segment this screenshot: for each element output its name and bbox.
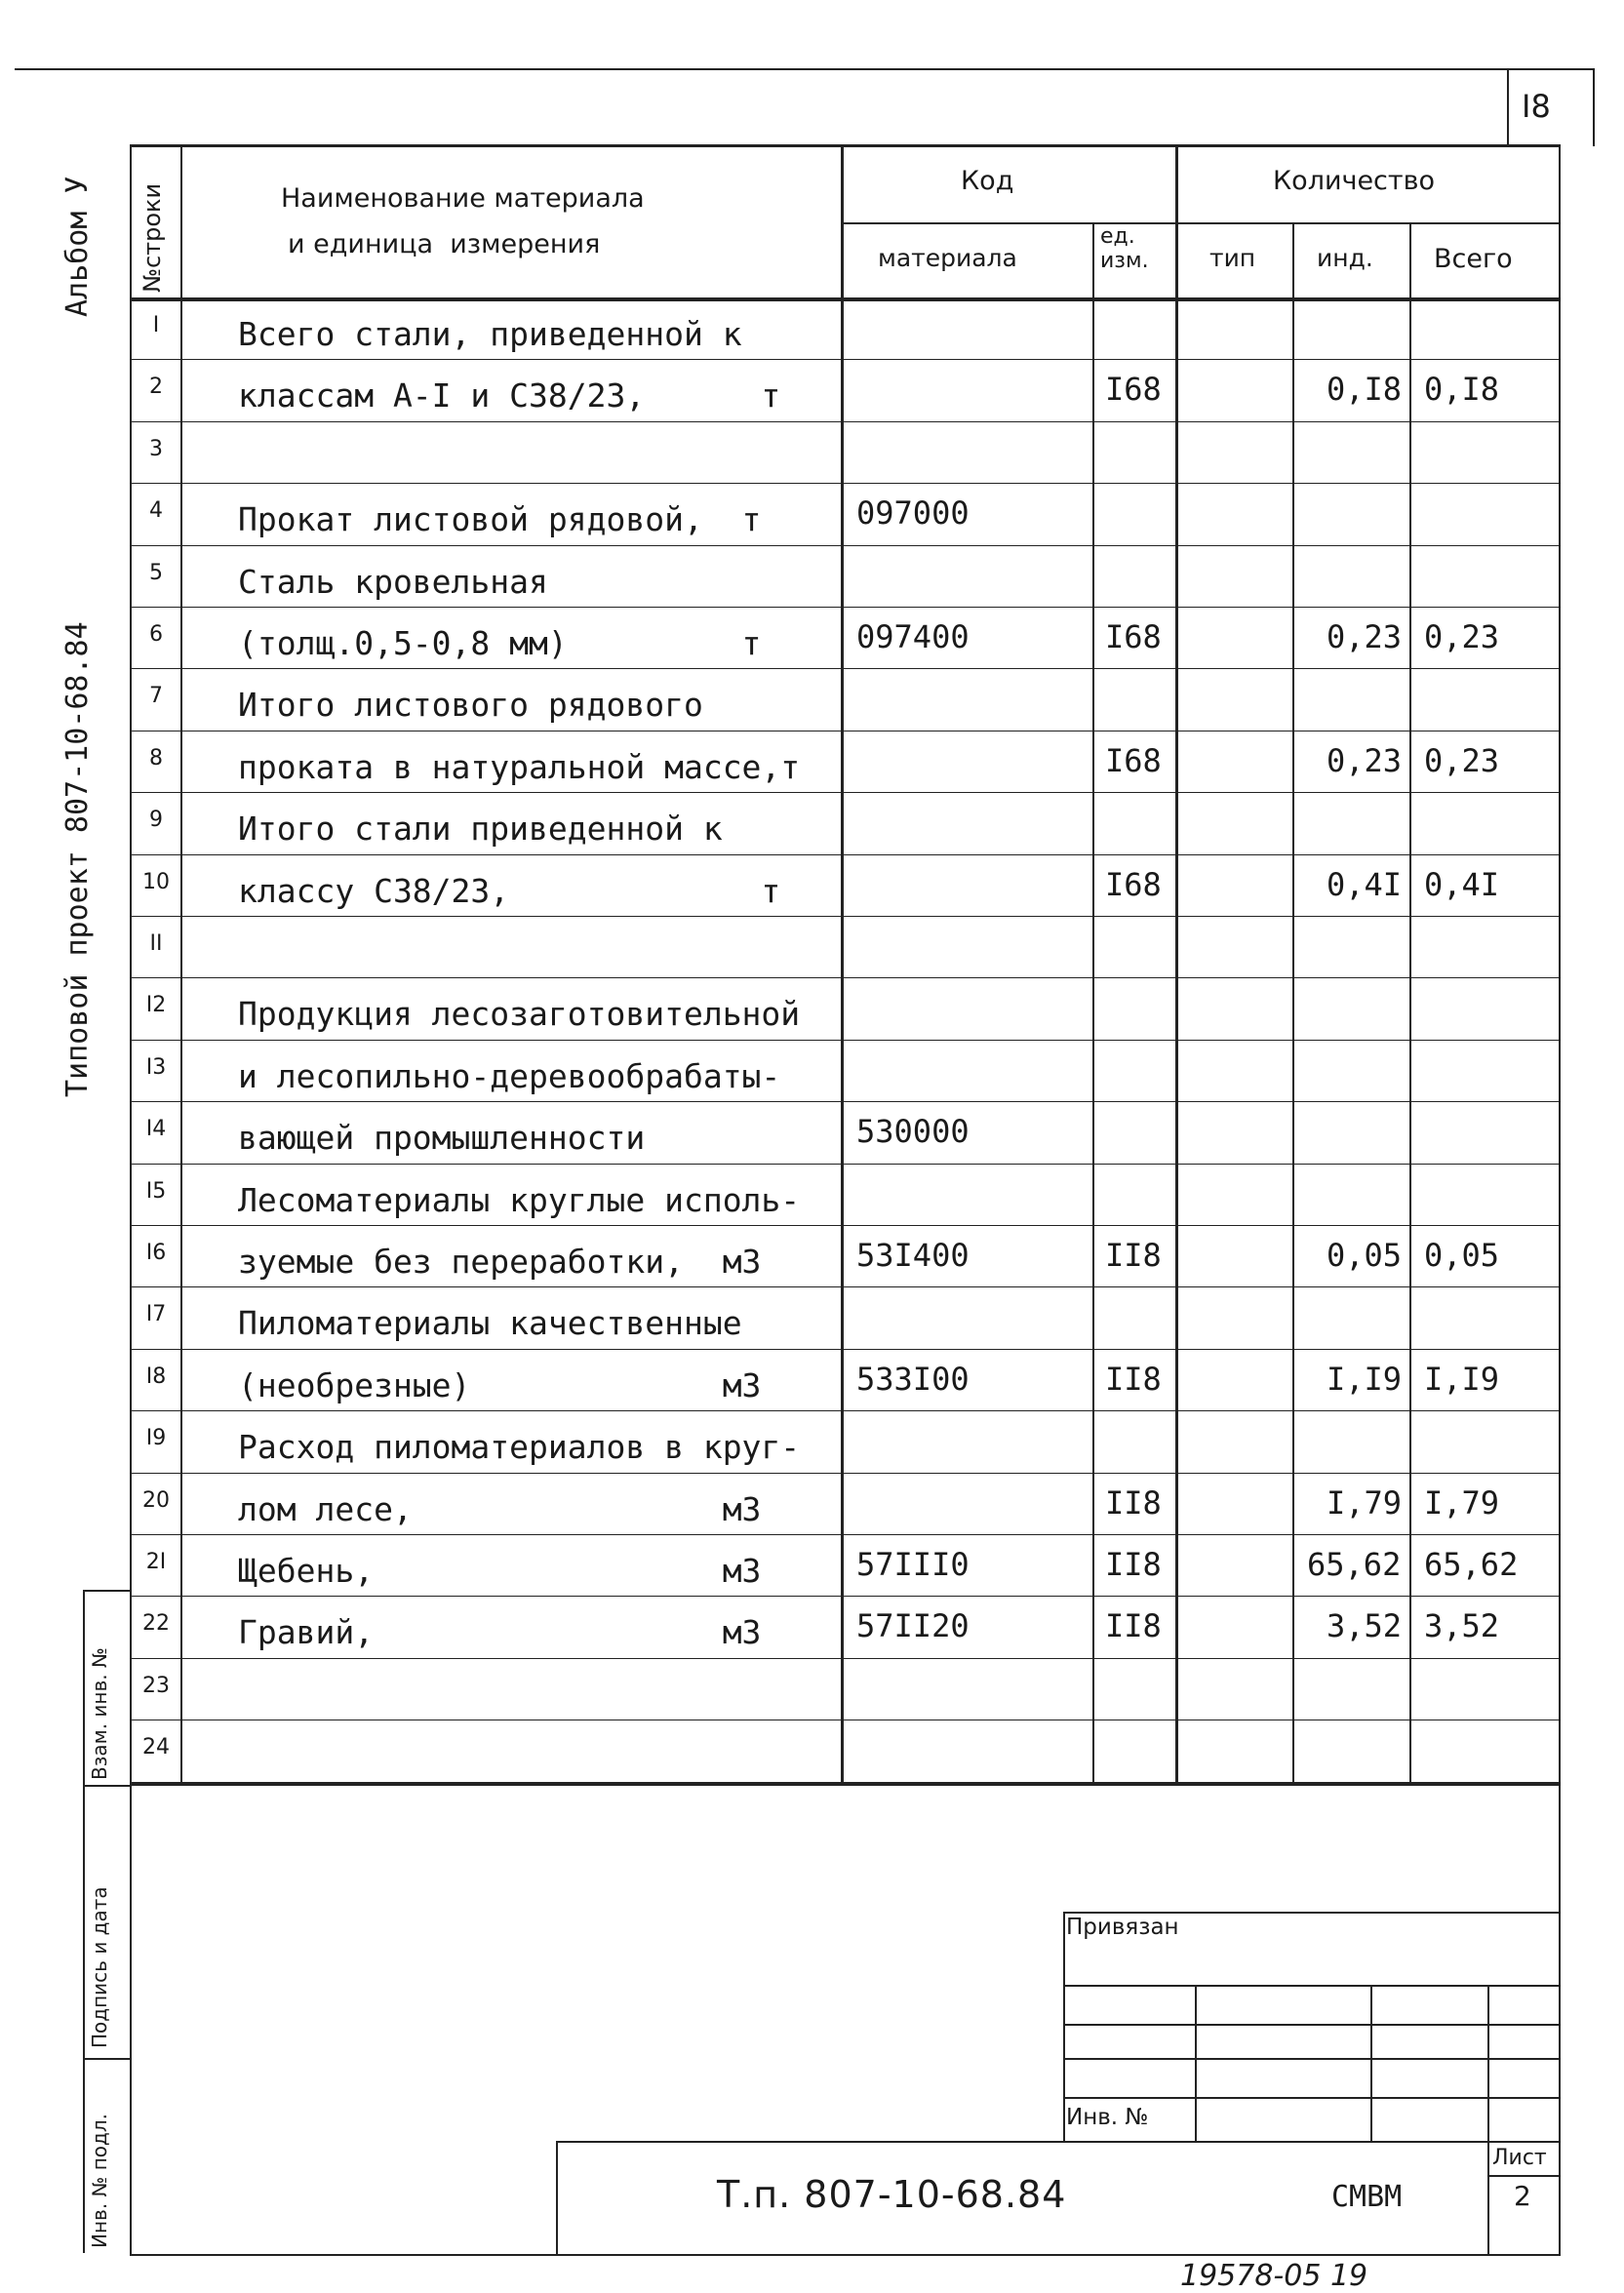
row-unit: I68 [1105, 866, 1162, 903]
row-total: 0,05 [1424, 1237, 1500, 1274]
table-rule [130, 668, 1559, 669]
row-name: Продукция лесозаготовительной [238, 995, 801, 1033]
row-code: 57II20 [856, 1607, 970, 1644]
row-total: I,I9 [1424, 1361, 1500, 1398]
col-header-quantity: Количество [1273, 166, 1436, 196]
row-code: 57III0 [856, 1546, 970, 1583]
col-header-name-line2: и единица измерения [288, 229, 601, 259]
stamp-border [83, 1590, 85, 2253]
sheet-number: I8 [1522, 88, 1551, 125]
table-rule [1175, 144, 1178, 1782]
col-header-code: Код [961, 166, 1014, 196]
row-name: Итого листового рядового [238, 686, 703, 724]
table-rule [130, 1782, 1559, 1786]
row-ind: 3,52 [1327, 1607, 1403, 1644]
row-number: I9 [145, 1426, 167, 1450]
row-name: Расход пиломатериалов в круг- [238, 1428, 801, 1466]
row-name: классам А-I и С38/23, т [238, 376, 781, 415]
table-rule [1292, 222, 1294, 1782]
stamp-border [83, 2058, 132, 2060]
row-number: 6 [149, 622, 163, 647]
table-rule [130, 977, 1559, 978]
title-block-border [1063, 2058, 1561, 2060]
sheet-box-border [1507, 68, 1509, 146]
table-rule [130, 297, 1559, 301]
row-unit: II8 [1105, 1607, 1162, 1644]
table-rule [130, 1164, 1559, 1165]
row-number: 3 [149, 437, 163, 461]
row-number: I3 [145, 1055, 167, 1080]
row-name: (необрезные) м3 [238, 1366, 762, 1404]
col-header-code-material: материала [878, 244, 1017, 272]
title-block-border [1195, 1985, 1197, 2141]
table-rule [1092, 222, 1094, 1782]
table-rule [130, 483, 1559, 484]
row-name: Итого стали приведенной к [238, 810, 723, 848]
row-name: и лесопильно-деревообрабаты- [238, 1057, 781, 1095]
row-total: 0,23 [1424, 618, 1500, 655]
title-block-border [1487, 1985, 1489, 2254]
project-label: Типовой проект 807-10-68.84 [60, 621, 95, 1097]
table-rule [130, 1040, 1559, 1041]
table-rule [130, 1534, 1559, 1535]
row-name: Гравий, м3 [238, 1613, 762, 1651]
row-number: I [152, 313, 160, 337]
table-rule [130, 1101, 1559, 1102]
row-unit: II8 [1105, 1484, 1162, 1522]
title-block-border [1063, 1912, 1561, 1914]
row-code: 533I00 [856, 1361, 970, 1398]
table-rule [1409, 222, 1411, 1782]
table-rule [130, 607, 1559, 608]
row-ind: 0,4I [1327, 866, 1403, 903]
row-ind: 65,62 [1307, 1546, 1402, 1583]
row-number: 8 [149, 746, 163, 771]
row-number: 2I [145, 1550, 167, 1574]
stamp-border [83, 1590, 132, 1592]
row-number: 7 [149, 684, 163, 708]
table-rule [130, 545, 1559, 546]
title-block-border [1063, 1985, 1561, 1987]
sheet-cell-border [1487, 2175, 1561, 2177]
col-header-code-unit: ед. изм. [1100, 224, 1149, 273]
sheet-label: Лист [1492, 2146, 1547, 2170]
row-number: I6 [145, 1241, 167, 1265]
row-number: II [149, 931, 163, 956]
row-unit: II8 [1105, 1237, 1162, 1274]
table-rule [130, 1410, 1559, 1411]
table-rule [130, 421, 1559, 422]
row-name: Щебень, м3 [238, 1552, 762, 1590]
row-number: I7 [145, 1302, 167, 1326]
row-ind: I,I9 [1327, 1361, 1403, 1398]
row-number: I8 [145, 1364, 167, 1389]
row-number: I4 [145, 1117, 167, 1141]
sheet-value: 2 [1514, 2180, 1531, 2212]
table-rule [130, 1286, 1559, 1287]
row-ind: 0,I8 [1327, 371, 1403, 408]
table-rule [130, 144, 1559, 147]
row-number: 5 [149, 561, 163, 585]
col-header-rownum: №строки [139, 182, 166, 293]
row-unit: I68 [1105, 742, 1162, 779]
inv-no-label: Инв. № [1066, 2105, 1149, 2130]
table-rule [130, 916, 1559, 917]
row-number: 24 [142, 1735, 170, 1759]
row-total: I,79 [1424, 1484, 1500, 1522]
row-name: вающей промышленности [238, 1119, 646, 1157]
row-number: 2 [149, 375, 163, 399]
col-header-name-line1: Наименование материала [281, 183, 645, 214]
row-code: 097400 [856, 618, 970, 655]
row-name: (толщ.0,5-0,8 мм) т [238, 624, 762, 662]
title-block-border [1063, 2097, 1561, 2099]
row-code: 097000 [856, 494, 970, 532]
row-number: 20 [142, 1488, 170, 1513]
stamp-border [83, 1785, 132, 1787]
row-number: 4 [149, 498, 163, 523]
row-name: лом лесе, м3 [238, 1490, 762, 1528]
row-number: 22 [142, 1611, 170, 1636]
table-rule [130, 792, 1559, 793]
row-ind: I,79 [1327, 1484, 1403, 1522]
row-name: Всего стали, приведенной к [238, 315, 742, 353]
table-rule [130, 854, 1559, 855]
table-rule [130, 1596, 1559, 1597]
designation: Т.п. 807-10-68.84 [717, 2173, 1067, 2216]
row-total: 0,I8 [1424, 371, 1500, 408]
row-unit: I68 [1105, 618, 1162, 655]
row-ind: 0,23 [1327, 618, 1403, 655]
sheet-box-border [1593, 68, 1595, 146]
table-rule [841, 222, 1559, 224]
row-name: классу С38/23, т [238, 872, 781, 910]
row-total: 65,62 [1424, 1546, 1519, 1583]
footer-number: 19578-05 19 [1180, 2259, 1368, 2293]
row-number: 9 [149, 808, 163, 832]
row-name: Лесоматериалы круглые исполь- [238, 1181, 801, 1219]
row-total: 0,23 [1424, 742, 1500, 779]
row-name: Прокат листовой рядовой, т [238, 500, 762, 538]
row-unit: I68 [1105, 371, 1162, 408]
row-number: I5 [145, 1179, 167, 1204]
top-border [15, 68, 1595, 70]
col-header-qty-total: Всего [1434, 244, 1513, 274]
frame-right [1559, 144, 1561, 2256]
table-rule [130, 1658, 1559, 1659]
col-header-qty-ind: инд. [1317, 244, 1373, 272]
row-total: 0,4I [1424, 866, 1500, 903]
org-code: СМВМ [1331, 2180, 1403, 2214]
row-number: I2 [145, 993, 167, 1017]
table-rule [130, 1225, 1559, 1226]
row-unit: II8 [1105, 1546, 1162, 1583]
row-number: 23 [142, 1674, 170, 1698]
table-rule [130, 1473, 1559, 1474]
table-rule [130, 1349, 1559, 1350]
row-name: зуемые без переработки, м3 [238, 1243, 762, 1281]
album-label: Альбом У [60, 176, 95, 317]
row-name: Сталь кровельная [238, 563, 548, 601]
row-code: 53I400 [856, 1237, 970, 1274]
row-ind: 0,23 [1327, 742, 1403, 779]
stamp-podpis: Подпись и дата [88, 1886, 111, 2048]
designation-border [556, 2141, 1561, 2143]
title-block-border [1370, 1985, 1372, 2141]
row-ind: 0,05 [1327, 1237, 1403, 1274]
designation-border [556, 2141, 558, 2256]
title-block-border [1063, 2024, 1561, 2026]
frame-bottom [130, 2254, 1561, 2256]
table-rule [841, 144, 844, 1782]
row-code: 530000 [856, 1113, 970, 1150]
title-block-border [1063, 1912, 1065, 2141]
row-unit: II8 [1105, 1361, 1162, 1398]
row-total: 3,52 [1424, 1607, 1500, 1644]
row-name: Пиломатериалы качественные [238, 1304, 742, 1342]
stamp-inv-podl: Инв. № подл. [88, 2114, 111, 2248]
stamp-inv-vzam: Взам. инв. № [88, 1647, 111, 1780]
privyazan-label: Привязан [1066, 1915, 1179, 1940]
row-number: 10 [142, 870, 170, 894]
table-rule [130, 359, 1559, 360]
col-header-qty-tip: тип [1209, 244, 1256, 272]
row-name: проката в натуральной массе,т [238, 748, 801, 786]
